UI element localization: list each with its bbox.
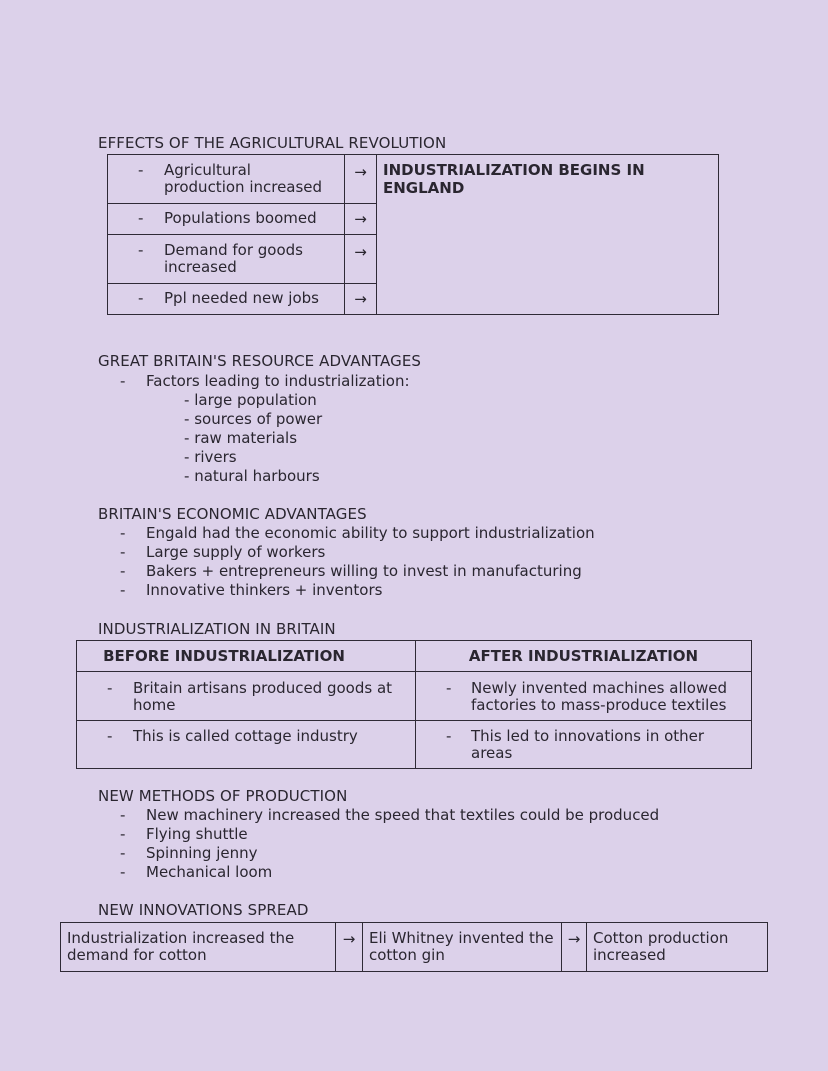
methods-list	[120, 806, 659, 882]
agri-result-cell	[377, 155, 719, 315]
resources-heading: GREAT BRITAIN'S RESOURCE ADVANTAGES	[98, 352, 422, 370]
col-before-header: BEFORE INDUSTRIALIZATION	[77, 641, 416, 672]
table-cell: - Newly invented machines allowed factories to mass-produce textiles	[416, 672, 752, 721]
list-item: - large population	[184, 391, 317, 409]
list-item: - sources of power	[184, 410, 323, 428]
list-item: - Mechanical loom	[120, 863, 273, 881]
agri-table	[107, 154, 719, 315]
list-item: - natural harbours	[184, 467, 320, 485]
table-cell: - This is called cottage industry	[77, 721, 416, 769]
agri-row-cell: - Ppl needed new jobs	[108, 284, 345, 315]
resources-sublist	[184, 391, 322, 486]
britain-heading: INDUSTRIALIZATION IN BRITAIN	[98, 620, 336, 638]
innovations-heading: NEW INNOVATIONS SPREAD	[98, 901, 309, 919]
table-cell: - Britain artisans produced goods at home	[77, 672, 416, 721]
agri-row-text: Populations boomed	[164, 209, 317, 227]
innovation-cell: Industrialization increased the demand for cotton	[61, 923, 336, 972]
list-item: - New machinery increased the speed that textiles could be produced	[120, 806, 660, 824]
list-item: - Innovative thinkers + inventors	[120, 581, 383, 599]
agri-arrow: →	[345, 284, 377, 315]
agri-result: INDUSTRIALIZATION BEGINS IN ENGLAND	[383, 161, 645, 197]
agri-arrow: →	[345, 235, 377, 284]
resources-list	[120, 372, 410, 391]
table-cell: - This led to innovations in other areas	[416, 721, 752, 769]
list-item: - Factors leading to industrialization:	[120, 372, 410, 390]
agri-arrow: →	[345, 155, 377, 204]
agri-arrow: →	[345, 204, 377, 235]
innovations-table	[60, 922, 768, 972]
col-after-header: AFTER INDUSTRIALIZATION	[416, 641, 752, 672]
britain-table	[76, 640, 752, 769]
agri-row-text: Ppl needed new jobs	[164, 289, 319, 307]
agri-row-cell: - Agricultural production increased	[108, 155, 345, 204]
innovation-arrow: →	[336, 923, 363, 972]
list-item: - Spinning jenny	[120, 844, 258, 862]
methods-heading: NEW METHODS OF PRODUCTION	[98, 787, 348, 805]
innovation-cell: Eli Whitney invented the cotton gin	[363, 923, 562, 972]
agri-heading: EFFECTS OF THE AGRICULTURAL REVOLUTION	[98, 134, 447, 152]
agri-row-cell: - Demand for goods increased	[108, 235, 345, 284]
innovation-cell: Cotton production increased	[587, 923, 768, 972]
innovation-arrow: →	[562, 923, 587, 972]
agri-row-text: Agricultural production increased	[164, 161, 323, 196]
agri-row-cell: - Populations boomed	[108, 204, 345, 235]
list-item: - Flying shuttle	[120, 825, 248, 843]
list-item: - raw materials	[184, 429, 298, 447]
agri-row-text: Demand for goods increased	[164, 241, 303, 276]
economic-list	[120, 524, 595, 600]
economic-heading: BRITAIN'S ECONOMIC ADVANTAGES	[98, 505, 367, 523]
list-item: - rivers	[184, 448, 237, 466]
list-item: - Engald had the economic ability to support industrialization	[120, 524, 595, 542]
list-item: - Large supply of workers	[120, 543, 326, 561]
list-item: - Bakers + entrepreneurs willing to invest in manufacturing	[120, 562, 582, 580]
